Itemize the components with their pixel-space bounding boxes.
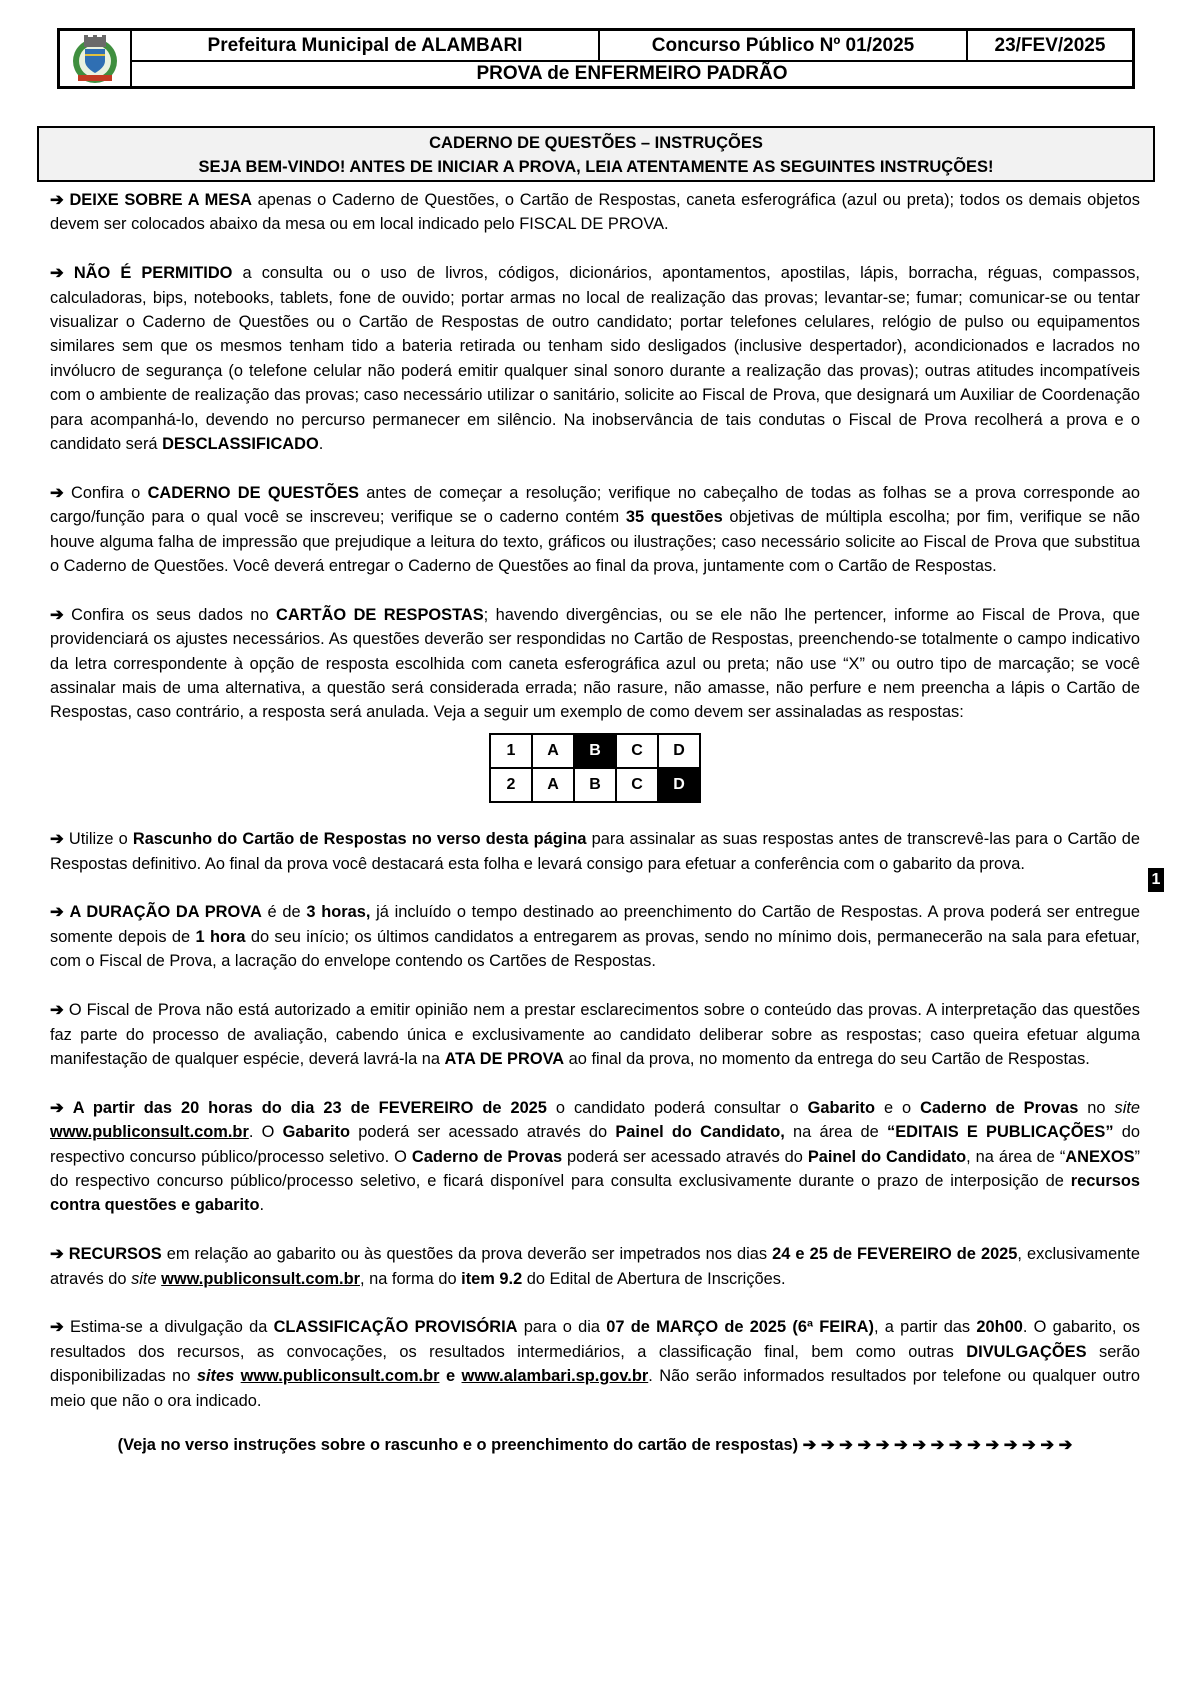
sample-row [490, 734, 700, 768]
paragraph-question-booklet: ➔ Confira o CADERNO DE QUESTÕES antes de começar a resolução; verifique no cabeçalho de todas as folhas se a prova corresponde ao cargo/função para o qual você se inscreveu; verifique se o caderno contém 35 questões objetivas de múltipla escolha; por fim, verifique se não houve alguma falha de impressão que prejudique a leitura do texto, gráficos ou ilustrações; caso necessário solicite ao Fiscal de Prova que substitua o Caderno de Questões. Você deverá entregar o Caderno de Questões ao final da prova, juntamente com o Cartão de Respostas. [50, 483, 1140, 576]
arrow-icon: ➔ [50, 1245, 64, 1264]
publiconsult-link[interactable]: www.publiconsult.com.br [240, 1367, 440, 1386]
instructions-box [37, 126, 1155, 182]
answer-sample-table [489, 733, 701, 803]
paragraph-classificacao: ➔ Estima-se a divulgação da CLASSIFICAÇÃO PROVISÓRIA para o dia 07 de MARÇO de 2025 (6ª FEIRA), a partir das 20h00. O gabarito, os resultados dos recursos, as convocações, os resultados intermediários, a classificação final, bem como outras DIVULGAÇÕES serão disponibilizadas no sites www.publiconsult.com.br e www.alambari.sp.gov.br. Não serão informados resultados por telefone ou qualquer outro meio que não o ora indicado. [50, 1318, 1141, 1410]
arrow-icon: ➔ [50, 191, 64, 209]
municipal-coat-of-arms-icon [70, 33, 120, 85]
sample-row [490, 768, 700, 802]
paragraph-recursos: ➔ RECURSOS em relação ao gabarito ou às questões da prova deverão ser impetrados nos dias 24 e 25 de FEVEREIRO de 2025, exclusivamente através do site www.publiconsult.com.br, na forma do item 9.2 do Edital de Abertura de Inscrições. [50, 1245, 1140, 1288]
arrow-icon: ➔ [50, 1318, 64, 1337]
arrow-icon: ➔ [50, 483, 64, 502]
paragraph-gabarito: ➔ A partir das 20 horas do dia 23 de FEVEREIRO de 2025 o candidato poderá consultar o Gabarito e o Caderno de Provas no site www.publiconsult.com.br. O Gabarito poderá ser acessado através do Painel do Candidato, na área de “EDITAIS E PUBLICAÇÕES” do respectivo concurso público/processo seletivo. O Caderno de Provas poderá ser acessado através do Painel do Candidato, na área de “ANEXOS” do respectivo concurso público/processo seletivo, e ficará disponível para consulta exclusivamente durante o prazo de interposição de recursos contra questões e gabarito. [50, 1098, 1141, 1215]
publiconsult-link[interactable]: www.publiconsult.com.br [50, 1123, 249, 1142]
page-header [57, 28, 1135, 89]
footer-note: (Veja no verso instruções sobre o rascunho e o preenchimento do cartão de respostas) ➔ ➔ ➔ ➔ ➔ ➔ ➔ ➔ ➔ ➔ ➔ ➔ ➔ ➔ ➔ [117, 1436, 1073, 1455]
contest-number: Concurso Público Nº 01/2025 [600, 31, 968, 60]
sample-option-c: C [616, 768, 658, 802]
paragraph-fiscal: ➔ O Fiscal de Prova não está autorizado a emitir opinião nem a prestar esclarecimentos sobre o conteúdo das provas. A interpretação das questões faz parte do processo de avaliação, cabendo única e exclusivamente ao candidato deliberar sobre as respostas; caso queira efetuar alguma manifestação de qualquer espécie, deverá lavrá-la na ATA DE PROVA ao final da prova, no momento da entrega do seu Cartão de Respostas. [50, 1001, 1140, 1068]
arrow-icon: ➔ ➔ ➔ ➔ ➔ ➔ ➔ ➔ ➔ ➔ ➔ ➔ ➔ ➔ ➔ [802, 1436, 1073, 1455]
alambari-link[interactable]: www.alambari.sp.gov.br [461, 1367, 649, 1386]
sample-question-number: 1 [490, 734, 532, 768]
instructions-title: CADERNO DE QUESTÕES – INSTRUÇÕES [429, 134, 763, 152]
arrow-icon: ➔ [50, 830, 64, 849]
sample-option-b-marked: B [574, 734, 616, 768]
paragraph-draft: ➔ Utilize o Rascunho do Cartão de Respostas no verso desta página para assinalar as suas respostas antes de transcrevê-las para o Cartão de Respostas definitivo. Ao final da prova você destacará esta folha e levará consigo para efetuar a conferência com o gabarito da prova. [50, 830, 1141, 873]
arrow-icon: ➔ [50, 1098, 64, 1117]
page-number: 1 [1148, 868, 1164, 892]
paragraph-not-allowed: ➔ NÃO É PERMITIDO a consulta ou o uso de livros, códigos, dicionários, apontamentos, apostilas, lápis, borracha, réguas, compassos, calculadoras, bips, notebooks, tablets, fone de ouvido; portar armas no local de realização das provas; levantar-se; fumar; comunicar-se ou tentar visualizar o Caderno de Questões ou o Cartão de Respostas de outro candidato; portar telefones celulares, relógio de pulso ou equipamentos similares sem que os mesmos tenham tido a bateria retirada ou tenham sido desligados (inclusive despertador), acondicionados e lacrados no invólucro de segurança (o telefone celular não poderá emitir qualquer sinal sonoro durante a realização das provas); outras atitudes incompatíveis com o ambiente de realização das provas; caso necessário utilizar o sanitário, solicite ao Fiscal de Prova, que designará um Auxiliar de Coordenação para acompanhá-lo, devendo no percurso permanecer em silêncio. Na inobservância de tais condutas o Fiscal de Prova recolherá a prova e o candidato será DESCLASSIFICADO. [50, 264, 1140, 454]
logo [60, 31, 132, 86]
publiconsult-link[interactable]: www.publiconsult.com.br [161, 1269, 360, 1288]
instructions-body [50, 188, 1140, 1458]
arrow-icon: ➔ [50, 605, 64, 624]
sample-option-a: A [532, 768, 574, 802]
arrow-icon: ➔ [50, 264, 64, 283]
instructions-subtitle: SEJA BEM-VINDO! ANTES DE INICIAR A PROVA, LEIA ATENTAMENTE AS SEGUINTES INSTRUÇÕES! [198, 158, 994, 176]
exam-title: PROVA de ENFERMEIRO PADRÃO [476, 63, 788, 84]
municipality-name: Prefeitura Municipal de ALAMBARI [132, 31, 600, 60]
exam-date: 23/FEV/2025 [994, 34, 1106, 56]
paragraph-desk: ➔ DEIXE SOBRE A MESA apenas o Caderno de Questões, o Cartão de Respostas, caneta esferográfica (azul ou preta); todos os demais objetos devem ser colocados abaixo da mesa ou em local indicado pelo FISCAL DE PROVA. [50, 191, 1140, 234]
sample-option-c: C [616, 734, 658, 768]
sample-option-a: A [532, 734, 574, 768]
sample-option-d: D [658, 734, 700, 768]
paragraph-answer-card: ➔ Confira os seus dados no CARTÃO DE RESPOSTAS; havendo divergências, ou se ele não lhe pertencer, informe ao Fiscal de Prova, que providenciará os ajustes necessários. As questões deverão ser respondidas no Cartão de Respostas, preenchendo-se totalmente o campo indicativo da letra correspondente à opção de resposta escolhida com caneta esferográfica azul ou preta; não use “X” ou outro tipo de marcação; se você assinalar mais de uma alternativa, a questão será considerada errada; não rasure, não amasse, não perfure e nem preencha a lápis o Cartão de Respostas, caso contrário, a resposta será anulada. Veja a seguir um exemplo de como devem ser assinaladas as respostas: [50, 605, 1140, 722]
paragraph-duration: ➔ A DURAÇÃO DA PROVA é de 3 horas, já incluído o tempo destinado ao preenchimento do Cartão de Respostas. A prova poderá ser entregue somente depois de 1 hora do seu início; os últimos candidatos a entregarem as provas, sendo no mínimo dois, permanecerão na sala para efetuar, com o Fiscal de Prova, a lacração do envelope contendo os Cartões de Respostas. [50, 903, 1141, 971]
arrow-icon: ➔ [50, 903, 64, 922]
sample-question-number: 2 [490, 768, 532, 802]
sample-option-d-marked: D [658, 768, 700, 802]
arrow-icon: ➔ [50, 1001, 64, 1020]
sample-option-b: B [574, 768, 616, 802]
